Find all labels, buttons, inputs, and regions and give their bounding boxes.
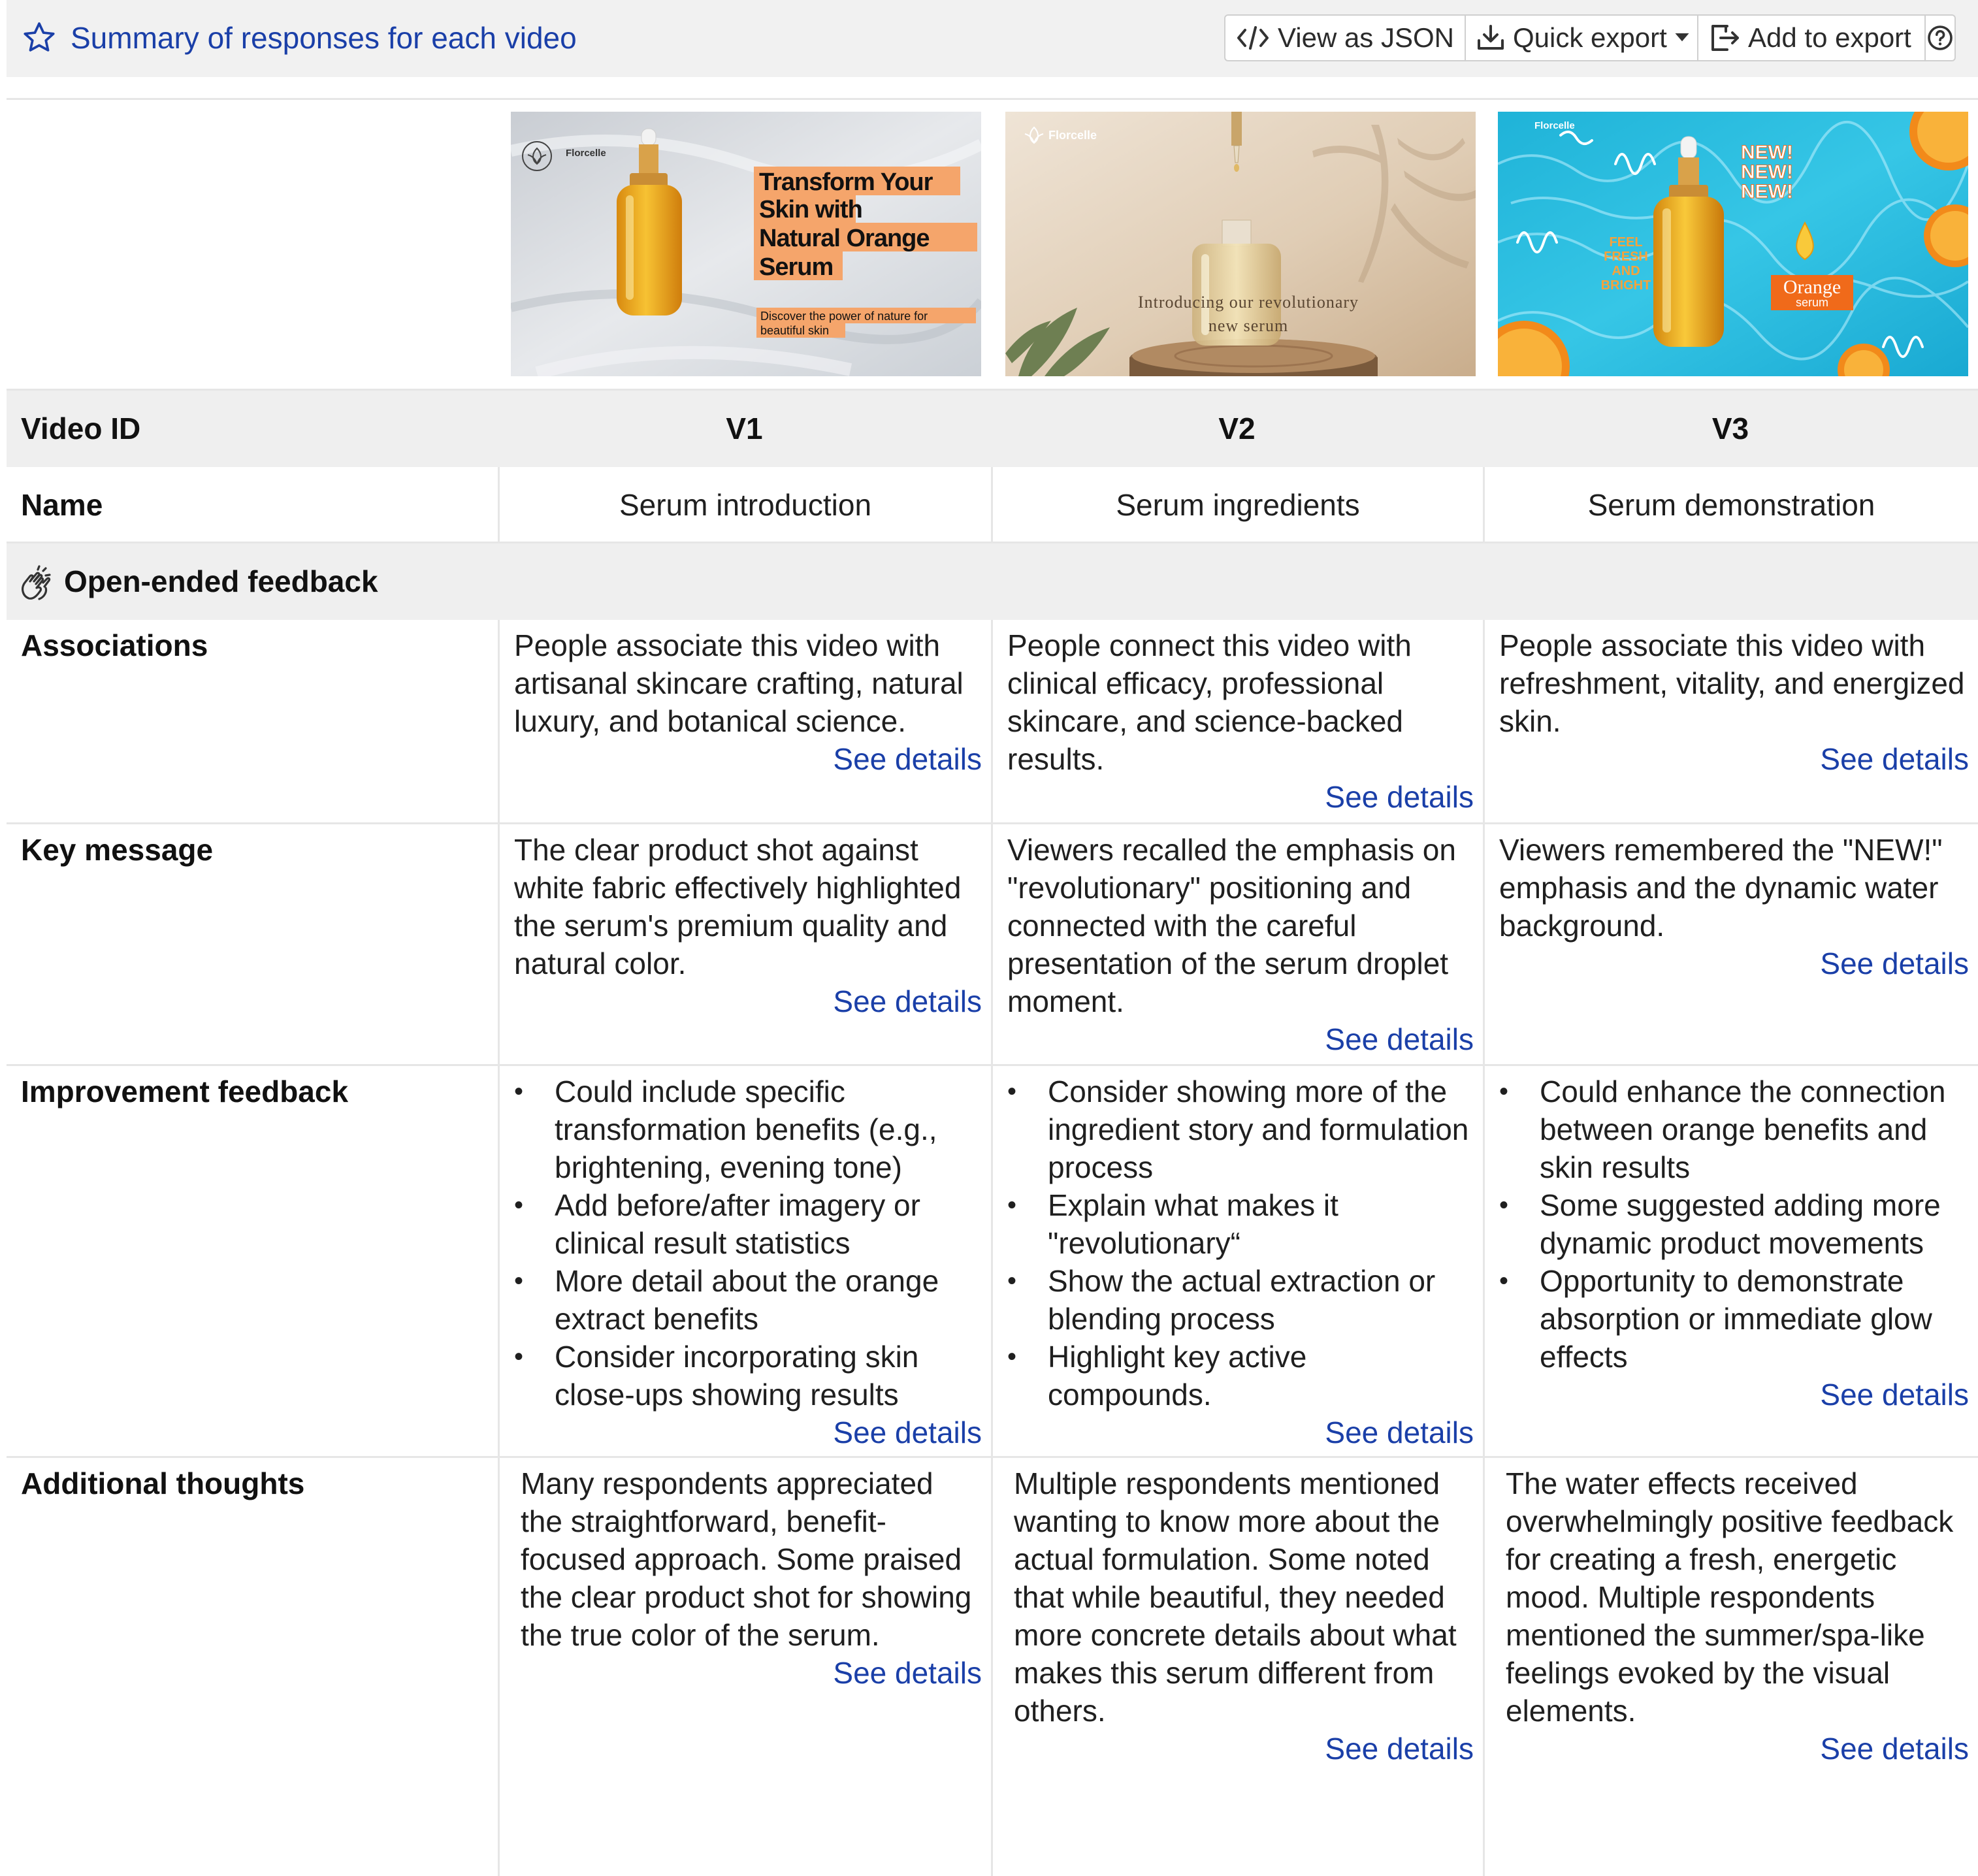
caret-down-icon (1675, 33, 1689, 42)
improvement-list-v2 (1007, 1073, 1474, 1414)
list-item: • Show the actual extraction or blending process (1007, 1262, 1474, 1338)
key-message-text-v2: Viewers recalled the emphasis on "revolutionary" positioning and connected with the careful presentation of the serum droplet moment. (1007, 833, 1456, 1018)
associations-text-v3: People associate this video with refreshment, vitality, and energized skin. (1499, 628, 1965, 738)
thumbnail-tagline-2: FRESH (1604, 250, 1648, 264)
video-name-v1: Serum introduction (619, 488, 872, 522)
improvement-feedback-label: Improvement feedback (21, 1075, 349, 1108)
name-label: Name (21, 488, 103, 522)
star-icon[interactable] (21, 20, 57, 56)
header-bar (7, 0, 1978, 77)
additional-text-v2: Multiple respondents mentioned wanting to know more about the actual formulation. Some noted that while beautiful, they needed more concrete details about what makes this serum different from others. (1014, 1466, 1457, 1728)
see-details-link[interactable]: See details (1325, 1415, 1474, 1449)
list-item: • Could include specific transformation benefits (e.g., brightening, evening tone) (514, 1073, 982, 1186)
thumbnail-subline-line2: beautiful skin (760, 324, 830, 337)
video-id-v1: V1 (726, 412, 763, 445)
thumbnail-headline-line3: Natural Orange (759, 225, 930, 252)
summary-table (7, 98, 1978, 1787)
thumbnail-caption-line1: Introducing our revolutionary (1137, 293, 1359, 312)
see-details-link[interactable]: See details (833, 984, 982, 1018)
video-id-row (7, 391, 1978, 467)
section-title: Open-ended feedback (64, 564, 378, 598)
see-details-link[interactable]: See details (1325, 780, 1474, 814)
thumbnail-row-spacer (7, 100, 498, 389)
thumbnail-badge-new-3: NEW! (1741, 181, 1793, 202)
associations-text-v1: People associate this video with artisanal skincare crafting, natural luxury, and botanical science. (514, 628, 964, 738)
improvement-cell-v2 (1007, 1073, 1474, 1451)
video-thumbnail-v3[interactable] (1498, 112, 1968, 376)
toolbar (1224, 14, 1956, 61)
associations-cell-v2 (1007, 626, 1474, 816)
list-item: • Highlight key active compounds. (1007, 1338, 1474, 1414)
download-icon (1476, 24, 1505, 52)
key-message-text-v1: The clear product shot against white fabric effectively highlighted the serum's premium quality and natural color. (514, 833, 962, 980)
thumbnail-caption-line2: new serum (1208, 316, 1289, 335)
clapping-hands-icon (17, 564, 56, 601)
key-message-cell-v2 (1007, 831, 1474, 1058)
video-name-row (7, 467, 1978, 543)
thumbnail-subline-line1: Discover the power of nature for (760, 310, 928, 323)
see-details-link[interactable]: See details (833, 1656, 982, 1690)
list-item: • Some suggested adding more dynamic product movements (1499, 1186, 1969, 1262)
view-as-json-button[interactable] (1225, 16, 1466, 60)
see-details-link[interactable]: See details (1820, 1378, 1969, 1412)
video-name-v3: Serum demonstration (1587, 488, 1875, 522)
video-id-v2: V2 (1218, 412, 1256, 445)
associations-cell-v1 (514, 626, 982, 778)
thumbnail-row (7, 100, 1978, 391)
video-thumbnail-v2[interactable] (1005, 112, 1476, 376)
improvement-list-v1 (514, 1073, 982, 1414)
thumbnail-cell-v2 (991, 100, 1483, 389)
list-item: • Opportunity to demonstrate absorption or immediate glow effects (1499, 1262, 1969, 1376)
additional-cell-v3 (1506, 1464, 1969, 1768)
associations-text-v2: People connect this video with clinical efficacy, professional skincare, and science-backed results. (1007, 628, 1412, 776)
thumbnail-headline-line2: Skin with (759, 196, 862, 223)
help-icon (1927, 25, 1953, 51)
see-details-link[interactable]: See details (1820, 946, 1969, 980)
associations-label: Associations (21, 628, 208, 662)
associations-row (7, 620, 1978, 824)
add-to-export-button[interactable] (1698, 16, 1926, 60)
additional-thoughts-label: Additional thoughts (21, 1466, 305, 1500)
improvement-feedback-row (7, 1066, 1978, 1458)
list-item: • Consider incorporating skin close-ups showing results (514, 1338, 982, 1414)
list-item: • More detail about the orange extract benefits (514, 1262, 982, 1338)
see-details-link[interactable]: See details (1325, 1022, 1474, 1056)
key-message-cell-v1 (514, 831, 982, 1020)
see-details-link[interactable]: See details (1820, 742, 1969, 776)
thumbnail-label-serum: serum (1795, 296, 1829, 309)
associations-cell-v3 (1499, 626, 1969, 778)
thumbnail-label-orange: Orange (1783, 276, 1841, 298)
list-item: • Add before/after imagery or clinical result statistics (514, 1186, 982, 1262)
key-message-label: Key message (21, 833, 214, 867)
thumbnail-badge-new-1: NEW! (1741, 142, 1793, 163)
key-message-cell-v3 (1499, 831, 1969, 982)
thumbnail-brand-v1: Florcelle (566, 148, 606, 159)
key-message-text-v3: Viewers remembered the "NEW!" emphasis and the dynamic water background. (1499, 833, 1943, 943)
section-header-open-ended (7, 543, 1978, 620)
quick-export-label: Quick export (1513, 22, 1667, 53)
video-id-v3: V3 (1711, 412, 1749, 445)
thumbnail-tagline-3: AND (1612, 264, 1640, 278)
improvement-cell-v3 (1499, 1073, 1969, 1414)
additional-text-v1: Many respondents appreciated the straightforward, benefit-focused approach. Some praised the clear product shot for showing the true color of the serum. (521, 1466, 972, 1652)
thumbnail-badge-new-2: NEW! (1741, 161, 1793, 183)
list-item: • Explain what makes it "revolutionary“ (1007, 1186, 1474, 1262)
additional-cell-v2 (1014, 1464, 1474, 1768)
additional-text-v3: The water effects received overwhelmingly positive feedback for creating a fresh, energetic mood. Multiple respondents mentioned the summer/spa-like feelings evoked by the visual elements. (1506, 1466, 1954, 1728)
additional-cell-v1 (521, 1464, 982, 1692)
thumbnail-cell-v1 (498, 100, 991, 389)
quick-export-button[interactable] (1466, 16, 1698, 60)
view-as-json-label: View as JSON (1278, 22, 1454, 53)
key-message-row (7, 824, 1978, 1066)
improvement-cell-v1 (514, 1073, 982, 1451)
see-details-link[interactable]: See details (833, 1415, 982, 1449)
thumbnail-tagline-1: FEEL (1609, 235, 1643, 250)
additional-thoughts-row (7, 1458, 1978, 1876)
thumbnail-headline-line1: Transform Your (759, 169, 933, 196)
see-details-link[interactable]: See details (1325, 1732, 1474, 1766)
thumbnail-cell-v3 (1483, 100, 1978, 389)
video-thumbnail-v1[interactable] (511, 112, 981, 376)
export-icon (1709, 24, 1740, 52)
page-title: Summary of responses for each video (71, 21, 577, 55)
video-name-v2: Serum ingredients (1116, 488, 1360, 522)
see-details-link[interactable]: See details (1820, 1732, 1969, 1766)
thumbnail-tagline-4: BRIGHT (1600, 278, 1651, 293)
list-item: • Consider showing more of the ingredient story and formulation process (1007, 1073, 1474, 1186)
list-item: • Could enhance the connection between orange benefits and skin results (1499, 1073, 1969, 1186)
help-button[interactable] (1926, 16, 1954, 60)
thumbnail-headline-line4: Serum (759, 253, 834, 281)
improvement-list-v3 (1499, 1073, 1969, 1376)
code-icon (1236, 25, 1270, 51)
add-to-export-label: Add to export (1748, 22, 1911, 53)
thumbnail-brand-v2: Florcelle (1048, 129, 1097, 142)
video-id-label: Video ID (21, 412, 141, 445)
see-details-link[interactable]: See details (833, 742, 982, 776)
thumbnail-brand-v3: Florcelle (1534, 120, 1575, 131)
